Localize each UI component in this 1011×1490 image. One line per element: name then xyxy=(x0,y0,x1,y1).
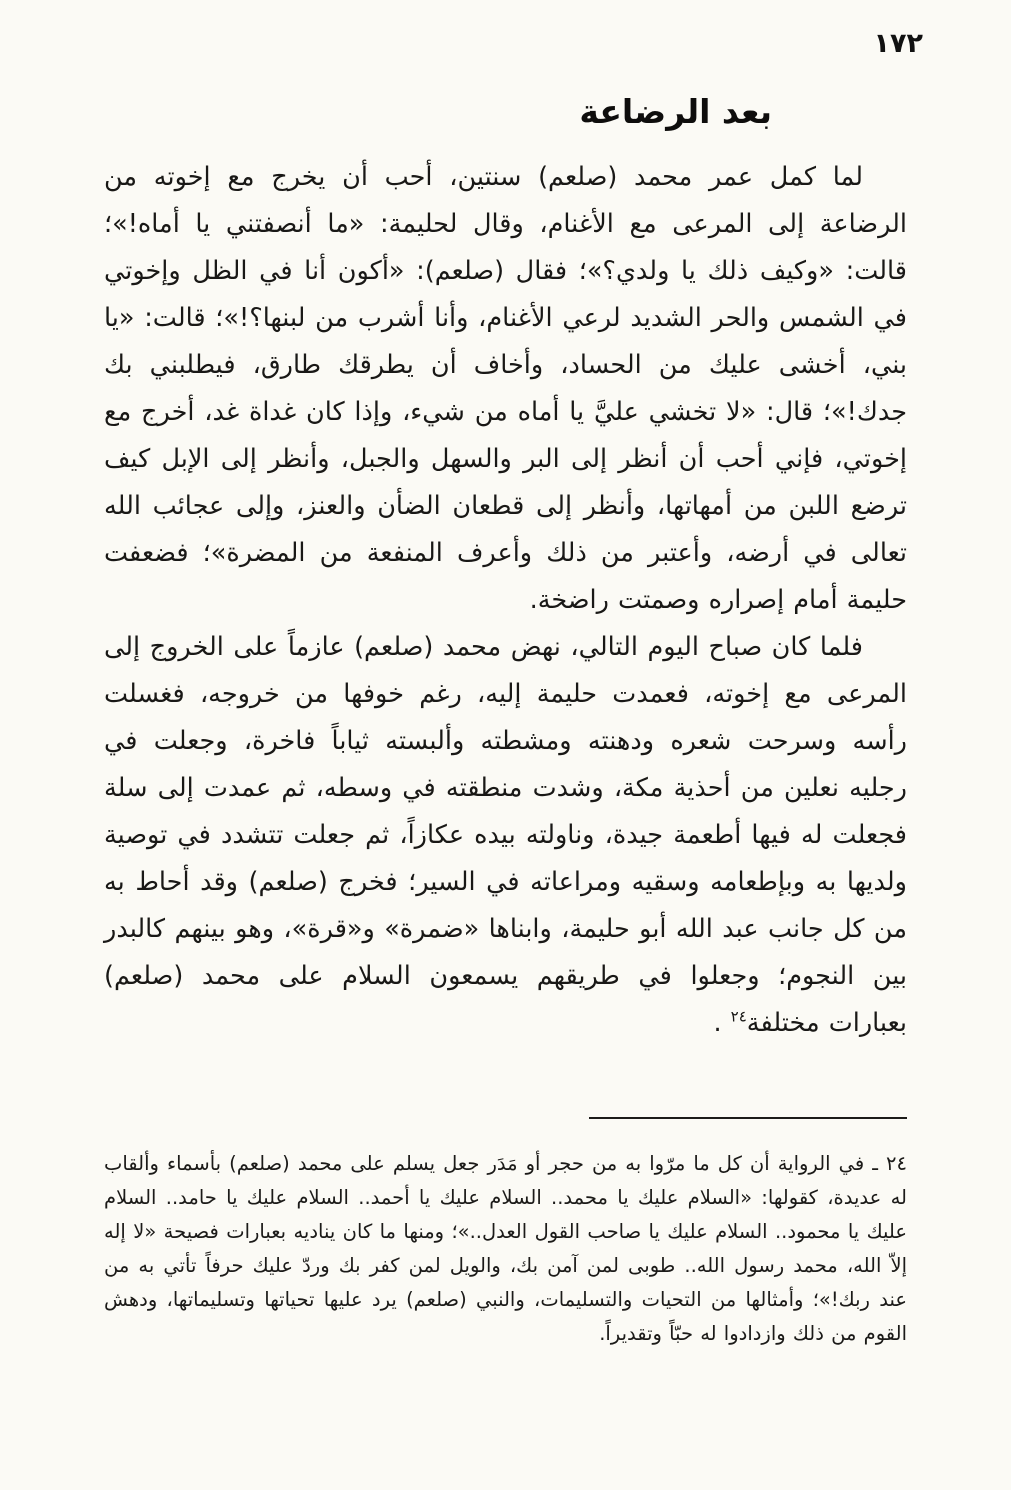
footnote-marker: ٢٤ ـ xyxy=(864,1151,907,1175)
paragraph-text: لما كمل عمر محمد (صلعم) سنتين، أحب أن يخرج مع إخوته من الرضاعة إلى المرعى مع الأغنام، وقال لحليمة: «ما أنصفتني يا أماه!»؛ قالت: «وكيف ذلك يا ولدي؟»؛ فقال (صلعم): «أكون أنا في الظل وإخوتي في الشمس والحر الشديد لرعي الأغنام، وأنا أشرب من لبنها؟!»؛ قالت: «يا بني، أخشى عليك من الحساد، وأخاف أن يطرقك طارق، فيطلبني بك جدك!»؛ قال: «لا تخشي عليَّ يا أماه من شيء، وإذا كان غداة غد، أخرج مع إخوتي، فإني أحب أن أنظر إلى البر والسهل والجبل، وأنظر إلى الإبل كيف ترضع اللبن من أمهاتها، وأنظر إلى قطعان الضأن والعنز، وإلى عجائب الله تعالى في أرضه، وأعتبر من ذلك وأعرف المنفعة من المضرة»؛ فضعفت حليمة أمام إصراره وصمتت راضخة. xyxy=(104,161,907,615)
footnote xyxy=(104,1147,907,1351)
page-number: ١٧٢ xyxy=(873,28,923,59)
body-paragraph-2 xyxy=(104,624,907,1047)
section-heading: بعد الرضاعة xyxy=(579,92,772,131)
footnote-text: في الرواية أن كل ما مرّوا به من حجر أو مَدَر جعل يسلم على محمد (صلعم) بأسماء وألقاب له عديدة، كقولها: «السلام عليك يا محمد.. السلام عليك يا أحمد.. السلام عليك يا حامد.. السلام عليك يا محمود.. السلام عليك يا صاحب القول العدل..»؛ ومنها ما كان يناديه بعبارات فصيحة «لا إله إلاّ الله، محمد رسول الله.. طوبى لمن آمن بك، والويل لمن كفر بك وردّ عليك حرفاً تأتي به من عند ربك!»؛ وأمثالها من التحيات والتسليمات، والنبي (صلعم) يرد عليها تحياتها وتسليماتها، ودهش القوم من ذلك وازدادوا له حبّاً وتقديراً. xyxy=(104,1151,907,1345)
paragraph-end-punctuation: . xyxy=(713,1007,731,1038)
body-paragraph-1 xyxy=(104,154,907,624)
paragraph-text: فلما كان صباح اليوم التالي، نهض محمد (صلعم) عازماً على الخروج إلى المرعى مع إخوته، فعمدت حليمة إليه، رغم خوفها من خروجه، فغسلت رأسه وسرحت شعره ودهنته ومشطته وألبسته ثياباً فاخرة، وجعلت في رجليه نعلين من أحذية مكة، وشدت منطقته في وسطه، ثم عمدت إلى سلة فجعلت له فيها أطعمة جيدة، وناولته بيده عكازاً، ثم جعلت تتشدد في توصية ولديها به وبإطعامه وسقيه ومراعاته في السير؛ فخرج (صلعم) وقد أحاط به من كل جانب عبد الله أبو حليمة، وابناها «ضمرة» و«قرة»، وهو بينهم كالبدر بين النجوم؛ وجعلوا في طريقهم يسمعون السلام على محمد (صلعم) بعبارات مختلفة xyxy=(104,631,907,1038)
footnote-reference: ٢٤ xyxy=(730,1007,747,1026)
footnote-separator-rule xyxy=(589,1117,907,1119)
